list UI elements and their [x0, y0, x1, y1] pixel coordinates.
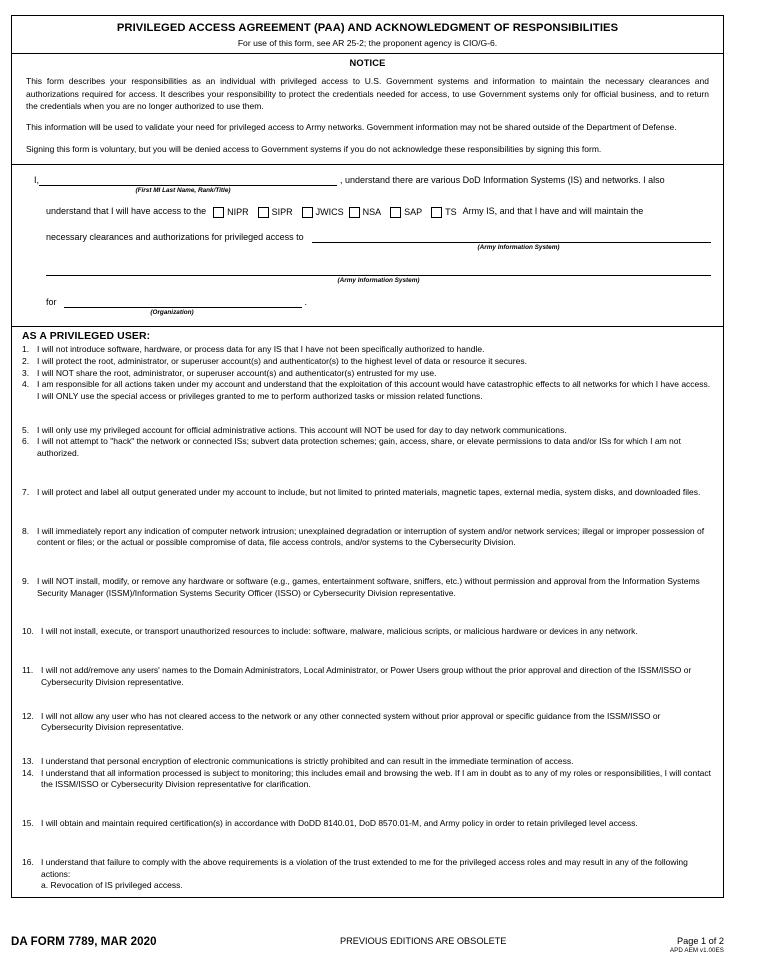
item-number: 4. — [22, 379, 30, 390]
checkbox-label-sap: SAP — [404, 207, 423, 218]
list-item — [22, 576, 713, 599]
spacer — [22, 403, 713, 425]
list-item — [22, 857, 713, 880]
item-subpoint: a. Revocation of IS privileged access. — [41, 880, 183, 891]
notice-block — [12, 54, 723, 165]
spacer — [22, 734, 713, 756]
page-info — [670, 936, 724, 954]
spacer — [22, 791, 713, 818]
ais-caption-2: (Army Information System) — [337, 276, 420, 284]
list-item — [22, 379, 713, 402]
item-text: I will NOT share the root, administrator, or superuser account(s) and authenticator(s) entrusted for my use. — [37, 367, 437, 378]
after-name-text: , understand there are various DoD Information Systems (IS) and networks. I also — [340, 174, 665, 185]
item-number: 13. — [22, 756, 34, 766]
item-text: I understand that failure to comply with the above requirements is a violation of the trust extended to me for the privileged access roles and may result in any of the following actions: — [41, 856, 688, 879]
item-text: I will NOT install, modify, or remove any hardware or software (e.g., games, entertainment software, sniffers, etc.) without permission and approval from the Information Systems Security Manager (ISSM)/Information Systems Security Officer (ISSO) or Cybersecurity Division representative. — [37, 575, 700, 598]
list-item — [22, 756, 713, 768]
notice-paragraph: Signing this form is voluntary, but you will be denied access to Government systems if you do not acknowledge these responsibilities by signing this form. — [26, 143, 602, 154]
name-caption: (First MI Last Name, Rank/Title) — [135, 186, 231, 194]
spacer — [22, 549, 713, 576]
checkbox-nipr[interactable] — [213, 207, 224, 218]
item-number: 5. — [22, 424, 30, 435]
privileged-user-heading: AS A PRIVILEGED USER: — [22, 331, 151, 343]
army-information-system-field-2[interactable] — [46, 265, 711, 276]
item-number: 16. — [22, 856, 34, 867]
spacer — [22, 499, 713, 526]
item-number: 7. — [22, 486, 30, 497]
organization-caption: (Organization) — [150, 309, 194, 317]
checkbox-label-nsa: NSA — [362, 207, 382, 218]
ais-caption-1: (Army Information System) — [477, 243, 560, 251]
name-row — [24, 175, 711, 186]
clearances-row — [24, 232, 711, 243]
ais-row-2 — [24, 265, 711, 284]
for-period: . — [304, 297, 308, 308]
notice-heading: NOTICE — [349, 58, 386, 69]
spacer — [22, 638, 713, 665]
organization-row — [24, 297, 711, 308]
item-text: I will obtain and maintain required certification(s) in accordance with DoDD 8140.01, DoD 8570.01-M, and Army policy in order to retain privileged level access. — [41, 818, 638, 829]
item-text: I will protect and label all output generated under my account to include, but not limited to printed materials, magnetic tapes, external media, system disks, and downloaded files. — [37, 486, 701, 497]
access-lead-text: understand that I will have access to the — [46, 206, 207, 217]
item-text: I will not attempt to "hack" the network or connected ISs; subvert data protection schemes; gain, access, share, or elevate permissions to data and/or ISs for which I am not authorized. — [37, 436, 681, 459]
item-number: 10. — [22, 626, 34, 637]
item-number: 8. — [22, 525, 30, 536]
list-item — [22, 436, 713, 459]
item-text: I understand that all information processed is subject to monitoring; this includes email and browsing the web. If I am in doubt as to any of my roles or responsibilities, I will contact the ISSM/ISSO or Cybersecurity Division representative for clarification. — [41, 767, 711, 790]
access-checkbox-row — [24, 207, 711, 218]
list-item — [22, 344, 713, 356]
item-text: I am responsible for all actions taken under my account and understand that the exploitation of this account would have catastrophic effects to all networks for which I have access. I will ONLY use the special access or privileges granted to me to perform authorized tasks or mission related functions. — [37, 379, 711, 401]
checkbox-jwics[interactable] — [302, 207, 313, 218]
ais-caption-row-1 — [24, 243, 711, 251]
list-item — [22, 368, 713, 380]
spacer — [22, 689, 713, 711]
item-number: 15. — [22, 818, 34, 829]
list-item — [22, 626, 713, 638]
checkbox-label-jwics: JWICS — [315, 207, 344, 218]
name-field[interactable] — [39, 175, 337, 186]
spacer — [22, 460, 713, 487]
item-number: 12. — [22, 710, 34, 721]
fillin-block — [12, 165, 723, 327]
for-label: for — [46, 297, 57, 308]
item-number: 3. — [22, 367, 30, 378]
list-item — [22, 665, 713, 688]
form-outer-border — [11, 15, 724, 898]
item-text: I will not introduce software, hardware, or process data for any IS that I have not been specifically authorized to handle. — [37, 344, 485, 355]
list-item — [22, 711, 713, 734]
item-number: 6. — [22, 436, 30, 447]
item-text: I understand that personal encryption of electronic communications is strictly prohibited and can result in the immediate termination of access. — [41, 756, 574, 766]
spacer — [22, 830, 713, 857]
item-number: 1. — [22, 344, 30, 355]
form-identifier: DA FORM 7789, MAR 2020 — [11, 936, 157, 948]
checkbox-ts[interactable] — [431, 207, 442, 218]
item-text: I will only use my privileged account for official administrative actions. This account will NOT be used for day to day network communications. — [37, 424, 567, 435]
spacer — [22, 599, 713, 626]
organization-caption-row — [24, 308, 711, 316]
item-text: I will not add/remove any users' names to the Domain Administrators, Local Administrator, or Power Users group without the prior approval and direction of the ISSM/ISSO or Cybersecurity Division representative. — [41, 665, 692, 687]
checkbox-nsa[interactable] — [349, 207, 360, 218]
form-subtitle: For use of this form, see AR 25-2; the proponent agency is CIO/G-6. — [237, 38, 498, 48]
i-label: I, — [34, 174, 40, 185]
item-number: 9. — [22, 575, 30, 586]
item-text: I will not install, execute, or transport unauthorized resources to include: software, malware, malicious scripts, or malicious hardware or devices in any network. — [41, 626, 638, 637]
item-text: I will protect the root, administrator, or superuser account(s) and authenticator(s) to the highest level of data or resource it secures. — [37, 355, 527, 366]
privileged-user-block — [12, 327, 723, 897]
title-block — [12, 16, 723, 54]
notice-paragraph: This form describes your responsibilities as an individual with privileged access to U.S. Government systems and information to maintain the necessary clearances and authorizations required for access. It describes your responsibility to protect the credentials needed for access, to use Government systems only for official business, and to return the credentials when you are no longer authorized to use them. — [26, 76, 709, 111]
apd-version: APD AEM v1.00ES — [669, 947, 724, 954]
checkbox-label-nipr: NIPR — [227, 207, 249, 218]
checkbox-label-sipr: SIPR — [271, 207, 293, 218]
notice-paragraph: This information will be used to validate your need for privileged access to Army networks. Government information may not be shared outside of the Department of Defense. — [26, 122, 677, 133]
list-item — [22, 526, 713, 549]
organization-field[interactable] — [64, 297, 302, 308]
list-item — [22, 768, 713, 791]
form-title: PRIVILEGED ACCESS AGREEMENT (PAA) AND ACKNOWLEDGMENT OF RESPONSIBILITIES — [116, 22, 619, 34]
name-caption-row — [24, 186, 711, 194]
item-text: I will not allow any user who has not cleared access to the network or any other connected system without prior approval or specific guidance from the ISSM/ISSO or Cybersecurity Division representative. — [41, 710, 661, 733]
page-number: Page 1 of 2 — [677, 936, 724, 946]
obsolete-note: PREVIOUS EDITIONS ARE OBSOLETE — [340, 936, 507, 946]
list-item — [22, 356, 713, 368]
clearances-lead-text: necessary clearances and authorizations for privileged access to — [46, 232, 304, 243]
form-footer — [11, 936, 724, 954]
item-number: 14. — [22, 767, 34, 778]
list-item — [22, 425, 713, 437]
list-item — [22, 818, 713, 830]
army-information-system-field-1[interactable] — [312, 232, 711, 243]
checkbox-label-ts: TS — [445, 207, 457, 218]
list-item — [22, 487, 713, 499]
item-number: 11. — [22, 665, 34, 676]
checkbox-sipr[interactable] — [258, 207, 269, 218]
item-text: I will immediately report any indication of computer network intrusion; unexplained degradation or interruption of system and/or network services; illegal or improper possession of content or files; or the actual or possible compromise of data, file access controls, and/or systems to the Cybersecurity Division. — [37, 525, 705, 548]
checkbox-sap[interactable] — [390, 207, 401, 218]
access-tail-text: Army IS, and that I have and will maintain the — [462, 206, 644, 217]
item-number: 2. — [22, 355, 30, 366]
